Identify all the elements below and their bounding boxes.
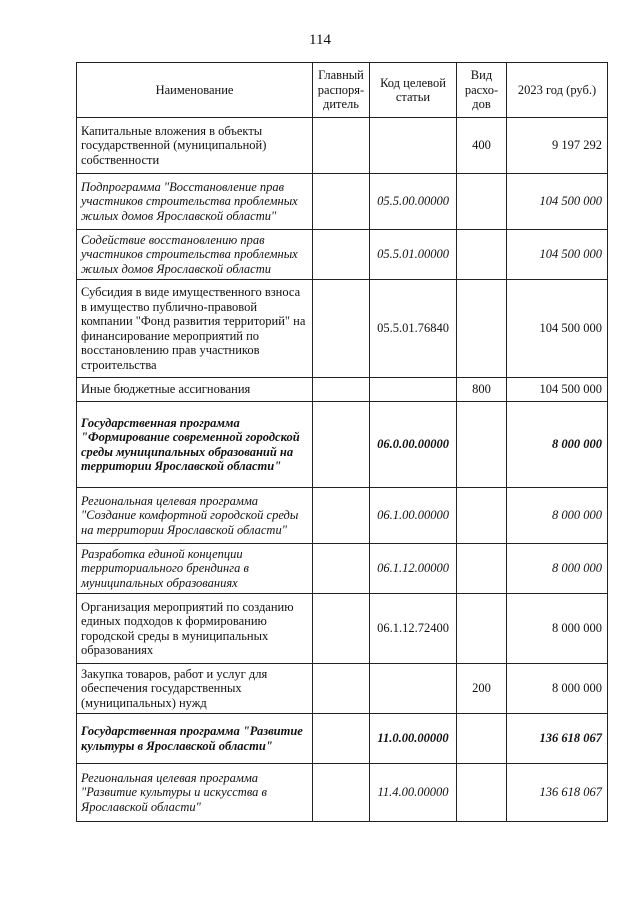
cell-code [370, 118, 457, 174]
cell-admin [313, 764, 370, 822]
cell-amount: 104 500 000 [507, 230, 608, 280]
cell-amount: 104 500 000 [507, 280, 608, 378]
cell-name: Содействие восстановлению прав участников строительства проблемных жилых домов Ярославской области [77, 230, 313, 280]
cell-code: 06.1.12.00000 [370, 544, 457, 594]
cell-amount: 104 500 000 [507, 174, 608, 230]
cell-name: Государственная программа "Формирование современной городской среды муниципальных образований на территории Ярославской области" [77, 402, 313, 488]
cell-amount: 8 000 000 [507, 488, 608, 544]
table-row [77, 280, 608, 378]
budget-table [76, 62, 608, 822]
cell-vid [457, 280, 507, 378]
table-header-row [77, 63, 608, 118]
cell-amount: 8 000 000 [507, 544, 608, 594]
header-amount: 2023 год (руб.) [507, 63, 608, 118]
table-row [77, 764, 608, 822]
cell-vid: 800 [457, 378, 507, 402]
cell-amount: 8 000 000 [507, 402, 608, 488]
cell-name: Региональная целевая программа "Создание комфортной городской среды на территории Ярославской области" [77, 488, 313, 544]
table-row [77, 378, 608, 402]
cell-vid [457, 230, 507, 280]
cell-admin [313, 378, 370, 402]
cell-name: Субсидия в виде имущественного взноса в имущество публично-правовой компании "Фонд развития территорий" на финансирование мероприятий по восстановлению прав участников строительства [77, 280, 313, 378]
cell-vid [457, 714, 507, 764]
table-row [77, 230, 608, 280]
header-code: Код целевой статьи [370, 63, 457, 118]
cell-code: 11.4.00.00000 [370, 764, 457, 822]
table-row [77, 174, 608, 230]
cell-name: Организация мероприятий по созданию единых подходов к формированию городской среды в муниципальных образованиях [77, 594, 313, 664]
cell-code: 05.5.01.76840 [370, 280, 457, 378]
cell-code: 05.5.00.00000 [370, 174, 457, 230]
cell-code: 11.0.00.00000 [370, 714, 457, 764]
cell-code: 06.1.12.72400 [370, 594, 457, 664]
cell-admin [313, 402, 370, 488]
cell-code: 06.0.00.00000 [370, 402, 457, 488]
table-row [77, 118, 608, 174]
cell-admin [313, 544, 370, 594]
cell-vid [457, 764, 507, 822]
cell-vid [457, 488, 507, 544]
cell-name: Иные бюджетные ассигнования [77, 378, 313, 402]
cell-name: Региональная целевая программа "Развитие культуры и искусства в Ярославской области" [77, 764, 313, 822]
cell-amount: 8 000 000 [507, 594, 608, 664]
cell-admin [313, 594, 370, 664]
cell-code: 05.5.01.00000 [370, 230, 457, 280]
header-vid: Вид расхо-дов [457, 63, 507, 118]
table-row [77, 402, 608, 488]
cell-vid [457, 402, 507, 488]
table-row [77, 544, 608, 594]
cell-name: Подпрограмма "Восстановление прав участников строительства проблемных жилых домов Ярославской области" [77, 174, 313, 230]
cell-vid [457, 544, 507, 594]
cell-vid: 200 [457, 664, 507, 714]
cell-vid [457, 174, 507, 230]
table-row [77, 714, 608, 764]
cell-amount: 9 197 292 [507, 118, 608, 174]
page-number: 114 [309, 32, 331, 48]
cell-name: Государственная программа "Развитие культуры в Ярославской области" [77, 714, 313, 764]
header-name: Наименование [77, 63, 313, 118]
cell-amount: 8 000 000 [507, 664, 608, 714]
cell-code [370, 664, 457, 714]
cell-admin [313, 488, 370, 544]
table-body [77, 118, 608, 822]
table-row [77, 594, 608, 664]
cell-code: 06.1.00.00000 [370, 488, 457, 544]
cell-name: Закупка товаров, работ и услуг для обеспечения государственных (муниципальных) нужд [77, 664, 313, 714]
cell-admin [313, 230, 370, 280]
table-row [77, 664, 608, 714]
cell-name: Капитальные вложения в объекты государственной (муниципальной) собственности [77, 118, 313, 174]
cell-code [370, 378, 457, 402]
cell-amount: 136 618 067 [507, 764, 608, 822]
cell-vid: 400 [457, 118, 507, 174]
cell-name: Разработка единой концепции территориального брендинга в муниципальных образованиях [77, 544, 313, 594]
header-admin: Главный распоря-дитель [313, 63, 370, 118]
cell-admin [313, 118, 370, 174]
cell-admin [313, 714, 370, 764]
cell-vid [457, 594, 507, 664]
cell-admin [313, 280, 370, 378]
cell-amount: 104 500 000 [507, 378, 608, 402]
cell-admin [313, 174, 370, 230]
cell-amount: 136 618 067 [507, 714, 608, 764]
table-row [77, 488, 608, 544]
cell-admin [313, 664, 370, 714]
